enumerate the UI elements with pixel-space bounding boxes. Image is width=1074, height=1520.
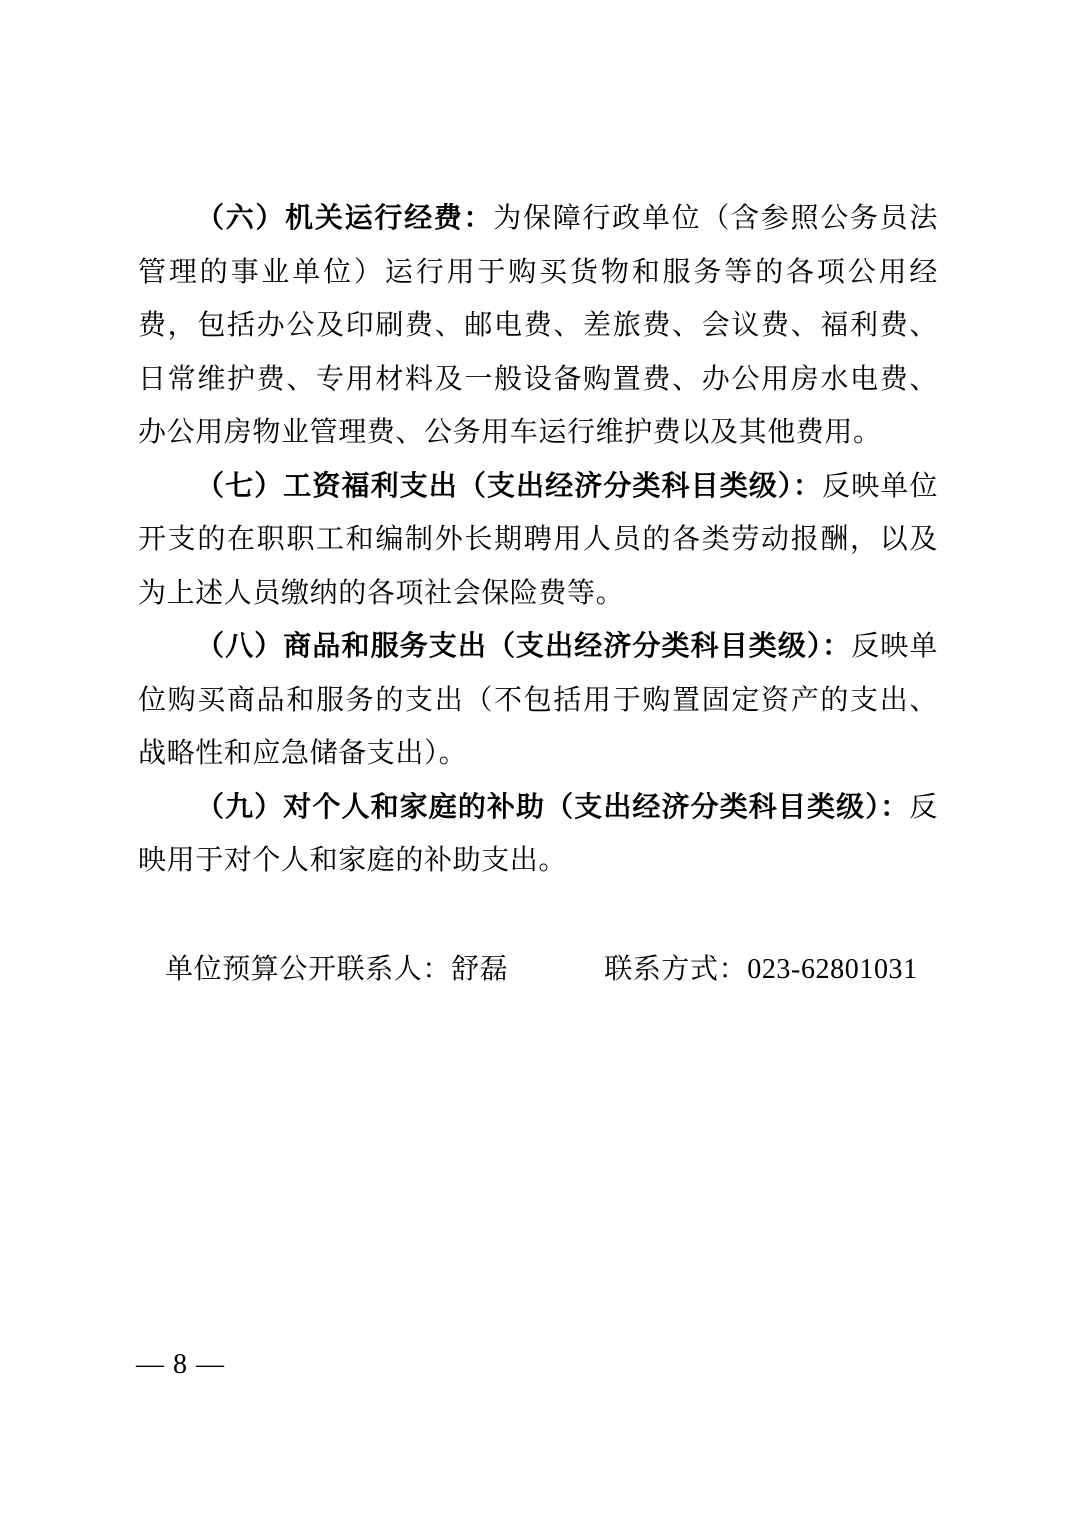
contact-method-label: 联系方式： bbox=[604, 953, 748, 985]
paragraph-item-9 bbox=[138, 781, 938, 888]
paragraph-6-lead: （六）机关运行经费： bbox=[196, 203, 494, 234]
contact-person-label: 单位预算公开联系人： bbox=[165, 953, 452, 985]
paragraph-item-8 bbox=[138, 620, 938, 781]
contact-method-value: 023-62801031 bbox=[747, 953, 918, 985]
page-footer bbox=[136, 1347, 225, 1383]
paragraph-7-body: 反映单位开支的在职职工和编制外长期聘用人员的各类劳动报酬，以及为上述人员缴纳的各项社会保险费等。 bbox=[138, 470, 938, 609]
contact-person-name: 舒磊 bbox=[451, 953, 509, 985]
page-number: — 8 — bbox=[136, 1349, 225, 1380]
paragraph-9-lead: （九）对个人和家庭的补助（支出经济分类科目类级）： bbox=[196, 791, 910, 823]
paragraph-7-lead: （七）工资福利支出（支出经济分类科目类级）： bbox=[196, 470, 823, 502]
paragraph-9-body: 反映用于对个人和家庭的补助支出。 bbox=[138, 791, 938, 876]
paragraph-8-body: 反映单位购买商品和服务的支出（不包括用于购置固定资产的支出、战略性和应急储备支出）。 bbox=[138, 631, 938, 769]
document-content bbox=[138, 192, 938, 996]
paragraph-item-6 bbox=[138, 192, 938, 460]
paragraph-8-lead: （八）商品和服务支出（支出经济分类科目类级）： bbox=[196, 631, 852, 662]
contact-line bbox=[138, 943, 938, 997]
paragraph-item-7 bbox=[138, 460, 938, 621]
paragraph-6-body: 为保障行政单位（含参照公务员法管理的事业单位）运行用于购买货物和服务等的各项公用经费，包括办公及印刷费、邮电费、差旅费、会议费、福利费、日常维护费、专用材料及一般设备购置费、办公用房水电费、办公用房物业管理费、公务用车运行维护费以及其他费用。 bbox=[138, 203, 938, 448]
